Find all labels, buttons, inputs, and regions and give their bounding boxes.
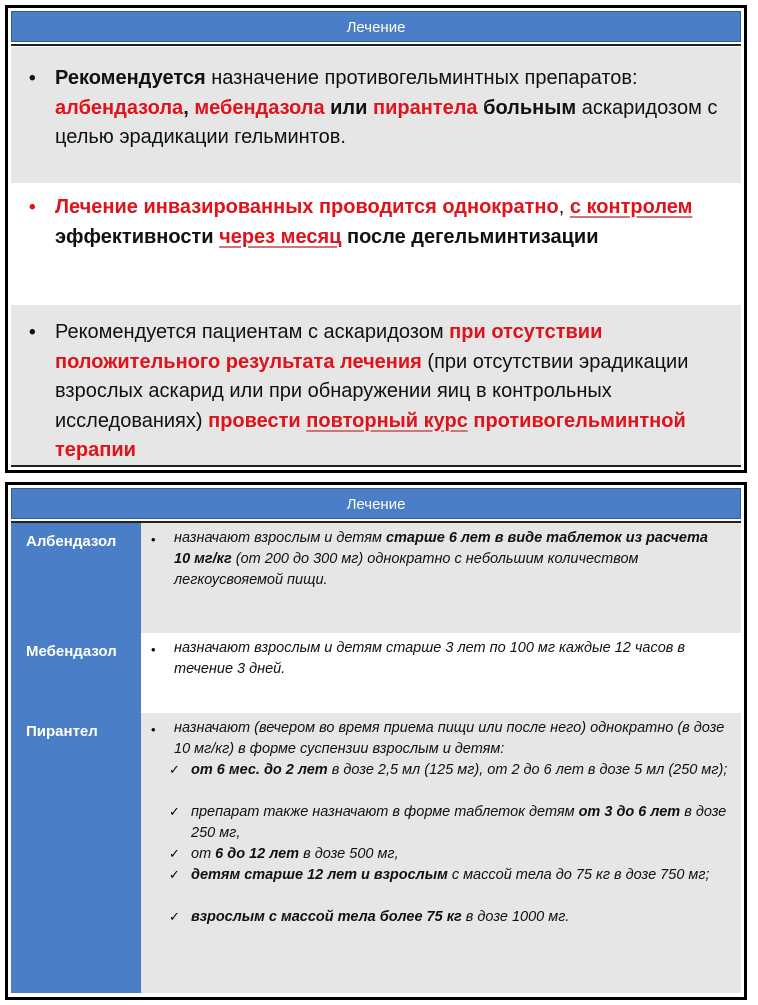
drug-pyrantel: пирантела: [373, 96, 478, 119]
text-span: от 6 мес. до 2 лет: [191, 762, 328, 778]
text-span: при отсутствии положительного результата лечения: [55, 321, 603, 373]
drug-label-pyrantel: Пирантел: [11, 713, 141, 993]
mebendazole-cell: [141, 633, 741, 713]
text-span: в дозе 1000 мг.: [461, 909, 570, 925]
checkmark-icon: ✓: [169, 867, 180, 882]
text-span: детям старше 12 лет и взрослым: [191, 867, 448, 883]
text-span: Рекомендуется пациентам с аскаридозом: [55, 321, 450, 343]
text-span: в дозе 250 мг,: [191, 804, 727, 841]
bullet-row-2: [11, 183, 741, 305]
pyrantel-cell: [141, 713, 741, 993]
bullet-marker: •: [151, 722, 156, 737]
pyrantel-item-1: [191, 760, 731, 781]
checkmark-icon: ✓: [169, 804, 180, 819]
bullet-row-3: [11, 305, 741, 465]
text-span: аскаридозом с целью эрадикации гельминтов.: [55, 96, 718, 148]
text-span: 6 до 12 лет: [215, 846, 300, 862]
checkmark-icon: ✓: [169, 762, 180, 777]
pyrantel-text: назначают (вечером во время приема пищи или после него) однократно (в дозе 10 мг/кг) в форме суспензии взрослым и детям:: [174, 720, 725, 757]
text-span: после дегельминтизации: [341, 225, 599, 248]
pyrantel-item-5: [191, 907, 731, 928]
bullet-text-1: [55, 64, 727, 153]
text-span: взрослым с массой тела более 75 кг: [191, 909, 462, 925]
text-span: в дозе 500 мг,: [299, 846, 399, 862]
albendazole-cell: [141, 523, 741, 633]
albendazole-text: [174, 528, 727, 591]
text-span: в дозе 2,5 мл (125 мг), от 2 до 6 лет в дозе 5 мл (250 мг);: [327, 762, 728, 778]
bullet-marker: •: [151, 532, 156, 547]
text-span: (от 200 до 300 мг) однократно с небольшим количеством легкоусвояемой пищи.: [174, 551, 639, 588]
pyrantel-item-3: [191, 844, 731, 865]
bullet-marker: •: [151, 642, 156, 657]
checkmark-icon: ✓: [169, 909, 180, 924]
bullet-marker: •: [29, 197, 36, 218]
text-span: с массой тела до 75 кг в дозе 750 мг;: [447, 867, 710, 883]
text-span: назначение противогельминтных препаратов:: [205, 67, 638, 89]
text-span: назначают взрослым и детям: [174, 530, 386, 546]
text-span: старше 6 лет в виде таблеток из расчета 10 мг/кг: [174, 530, 708, 567]
text-span: или: [324, 96, 373, 119]
bullet-marker: •: [29, 322, 36, 343]
bullet-marker: •: [29, 68, 36, 89]
text-span: Лечение инвазированных проводится однократно: [55, 196, 559, 218]
header-divider: [11, 44, 741, 46]
text-span: эффективности: [55, 225, 220, 248]
text-span: противогельминтной терапии: [55, 409, 686, 461]
slide-drug-dosing: [5, 482, 747, 1000]
text-span: провести: [208, 409, 301, 432]
checkmark-icon: ✓: [169, 846, 180, 861]
text-span: (при отсутствии эрадикации взрослых аскарид или при обнаружении яиц в контрольных исследованиях): [55, 350, 689, 432]
slide-header: Лечение: [11, 11, 741, 42]
text-span: от 3 до 6 лет: [578, 804, 681, 820]
mebendazole-text: назначают взрослым и детям старше 3 лет по 100 мг каждые 12 часов в течение 3 дней.: [174, 640, 685, 677]
text-span: с контролем: [569, 196, 693, 218]
bullet-text-2: [55, 193, 727, 252]
pyrantel-item-4: [191, 865, 731, 886]
drug-albendazole: албендазола: [55, 96, 184, 119]
slide-treatment-recommendations: [5, 5, 747, 473]
footer-divider: [11, 465, 741, 467]
text-span: ,: [183, 96, 195, 119]
slide-header: Лечение: [11, 488, 741, 519]
pyrantel-item-2: [191, 802, 731, 844]
bullet-row-1: [11, 47, 741, 183]
text-span: больным: [477, 96, 577, 119]
text-span: повторный курс: [306, 409, 468, 432]
text-span: от: [191, 846, 216, 862]
drug-label-albendazole: Албендазол: [11, 523, 141, 633]
bullet-text-3: [55, 318, 727, 466]
drug-mebendazole: мебендазола: [194, 96, 325, 119]
drug-label-mebendazole: Мебендазол: [11, 633, 141, 713]
text-span: ,: [558, 196, 570, 218]
text-span: препарат также назначают в форме таблеток детям: [191, 804, 579, 820]
text-span: Рекомендуется: [55, 67, 206, 89]
text-span: через месяц: [219, 225, 342, 248]
